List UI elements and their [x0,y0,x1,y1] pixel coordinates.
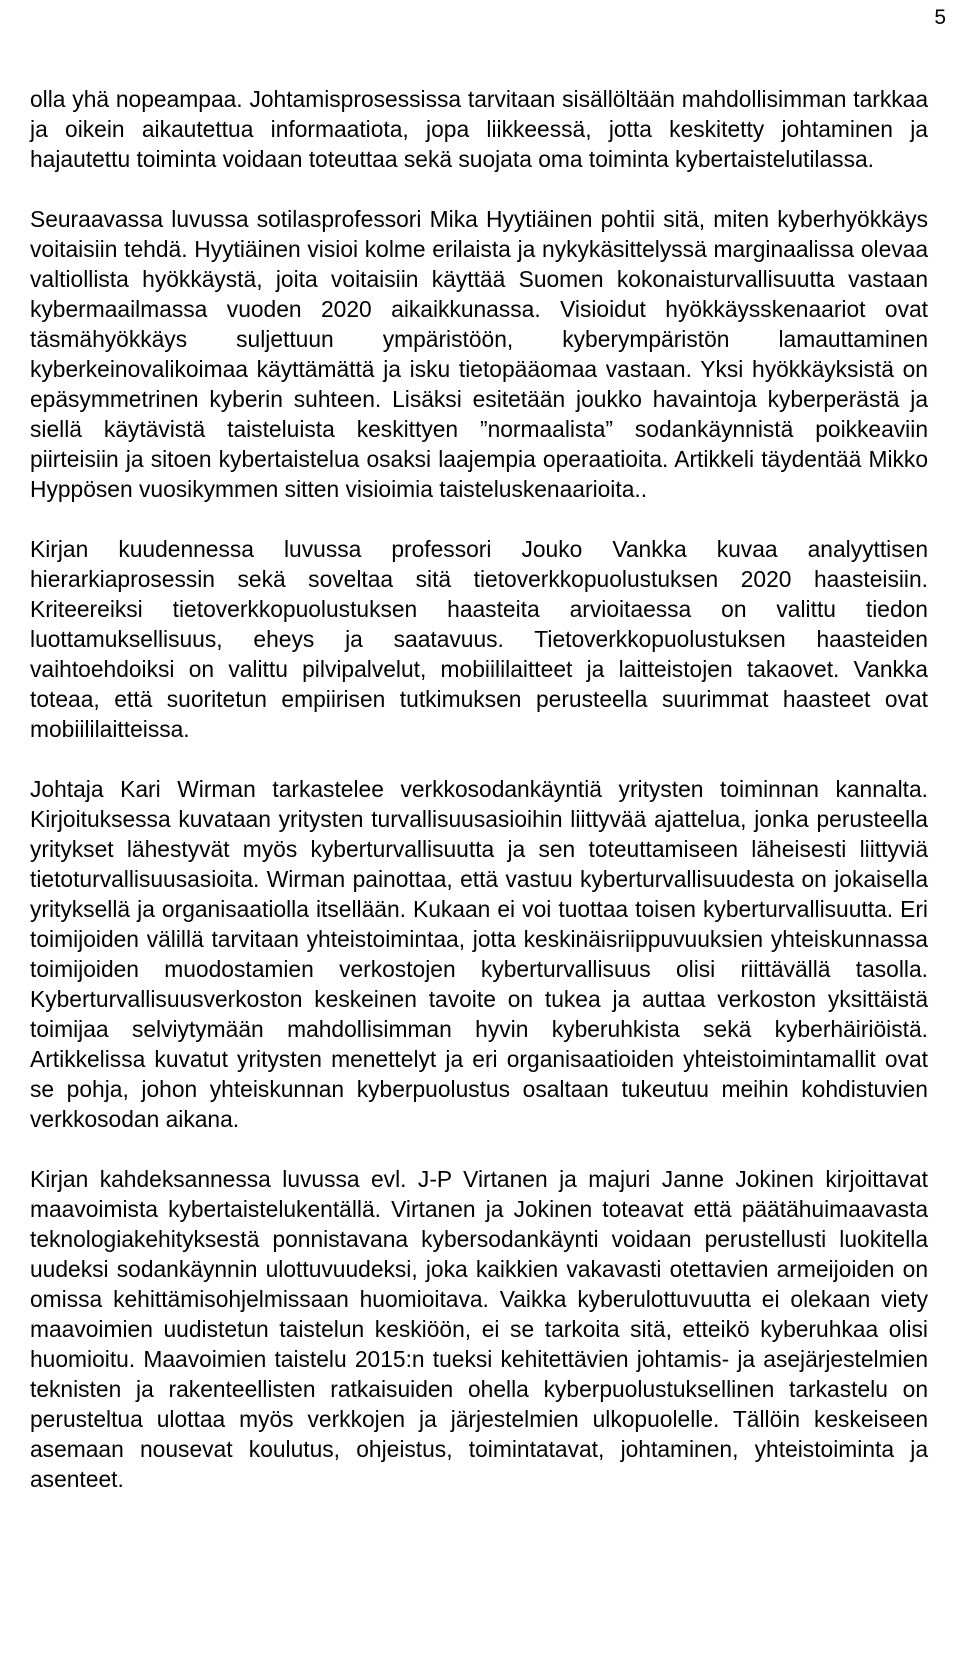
paragraph: Johtaja Kari Wirman tarkastelee verkkosodankäyntiä yritysten toiminnan kannalta. Kirjoituksessa kuvataan yritysten turvallisuusasioihin liittyvää ajattelua, jonka perusteella yritykset lähestyvät myös kyberturvallisuutta ja sen toteuttamiseen läheisesti liittyviä tietoturvallisuusasioita. Wirman painottaa, että vastuu kyberturvallisuudesta on jokaisella yrityksellä ja organisaatiolla itsellään. Kukaan ei voi tuottaa toisen kyberturvallisuutta. Eri toimijoiden välillä tarvitaan yhteistoimintaa, jotta keskinäisriippuvuuksien yhteiskunnassa toimijoiden muodostamien verkostojen kyberturvallisuus olisi riittävällä tasolla. Kyberturvallisuusverkoston keskeinen tavoite on tukea ja auttaa verkoston yksittäistä toimijaa selviytymään mahdollisimman hyvin kyberuhkista sekä kyberhäiriöistä. Artikkelissa kuvatut yritysten menettelyt ja eri organisaatioiden yhteistoimintamallit ovat se pohja, johon yhteiskunnan kyberpuolustus osaltaan tukeutuu meihin kohdistuvien verkkosodan aikana. [30,776,928,1132]
paragraph: Kirjan kuudennessa luvussa professori Jouko Vankka kuvaa analyyttisen hierarkiaprosessin sekä soveltaa sitä tietoverkkopuolustuksen 2020 haasteisiin. Kriteereiksi tietoverkkopuolustuksen haasteita arvioitaessa on valittu tiedon luottamuksellisuus, eheys ja saatavuus. Tietoverkkopuolustuksen haasteiden vaihtoehdoiksi on valittu pilvipalvelut, mobiililaitteet ja laitteistojen takaovet. Vankka toteaa, että suoritetun empiirisen tutkimuksen perusteella suurimmat haasteet ovat mobiililaitteissa. [30,536,928,742]
page-number: 5 [934,6,946,29]
document-body [30,84,928,1494]
paragraph: Seuraavassa luvussa sotilasprofessori Mika Hyytiäinen pohtii sitä, miten kyberhyökkäys voitaisiin tehdä. Hyytiäinen visioi kolme erilaista ja nykykäsittelyssä marginaalissa olevaa valtiollista hyökkäystä, joita voitaisiin käyttää Suomen kokonaisturvallisuutta vastaan kybermaailmassa vuoden 2020 aikaikkunassa. Visioidut hyökkäysskenaariot ovat täsmähyökkäys suljettuun ympäristöön, kyberympäristön lamauttaminen kyberkeinovalikoimaa käyttämättä ja isku tietopääomaa vastaan. Yksi hyökkäyksistä on epäsymmetrinen kyberin suhteen. Lisäksi esitetään joukko havaintoja kyberperästä ja siellä käytävistä taisteluista keskittyen ”normaalista” sodankäynnistä poikkeaviin piirteisiin ja sitoen kybertaistelua osaksi laajempia operaatioita. Artikkeli täydentää Mikko Hyppösen vuosikymmen sitten visioimia taisteluskenaarioita.. [30,206,928,502]
paragraph: olla yhä nopeampaa. Johtamisprosessissa tarvitaan sisällöltään mahdollisimman tarkkaa ja oikein aikautettua informaatiota, jopa liikkeessä, jotta keskitetty johtaminen ja hajautettu toiminta voidaan toteuttaa sekä suojata oma toiminta kybertaistelutilassa. [30,86,928,172]
paragraph: Kirjan kahdeksannessa luvussa evl. J-P Virtanen ja majuri Janne Jokinen kirjoittavat maavoimista kybertaistelukentällä. Virtanen ja Jokinen toteavat että päätähuimaavasta teknologiakehityksestä ponnistavana kybersodankäynti voidaan perustellusti luokitella uudeksi sodankäynnin ulottuvuudeksi, joka kaikkien vakavasti otettavien armeijoiden on omissa kehittämisohjelmissaan huomioitava. Vaikka kyberulottuvuutta ei olekaan viety maavoimien uudistetun taistelun keskiöön, ei se tarkoita sitä, etteikö kyberuhkaa olisi huomioitu. Maavoimien taistelu 2015:n tueksi kehitettävien johtamis- ja asejärjestelmien teknisten ja rakenteellisten ratkaisuiden ohella kyberpuolustuksellinen tarkastelu on perusteltua ulottaa myös verkkojen ja järjestelmien ulkopuolelle. Tällöin keskeiseen asemaan nousevat koulutus, ohjeistus, toimintatavat, johtaminen, yhteistoiminta ja asenteet. [30,1166,928,1492]
